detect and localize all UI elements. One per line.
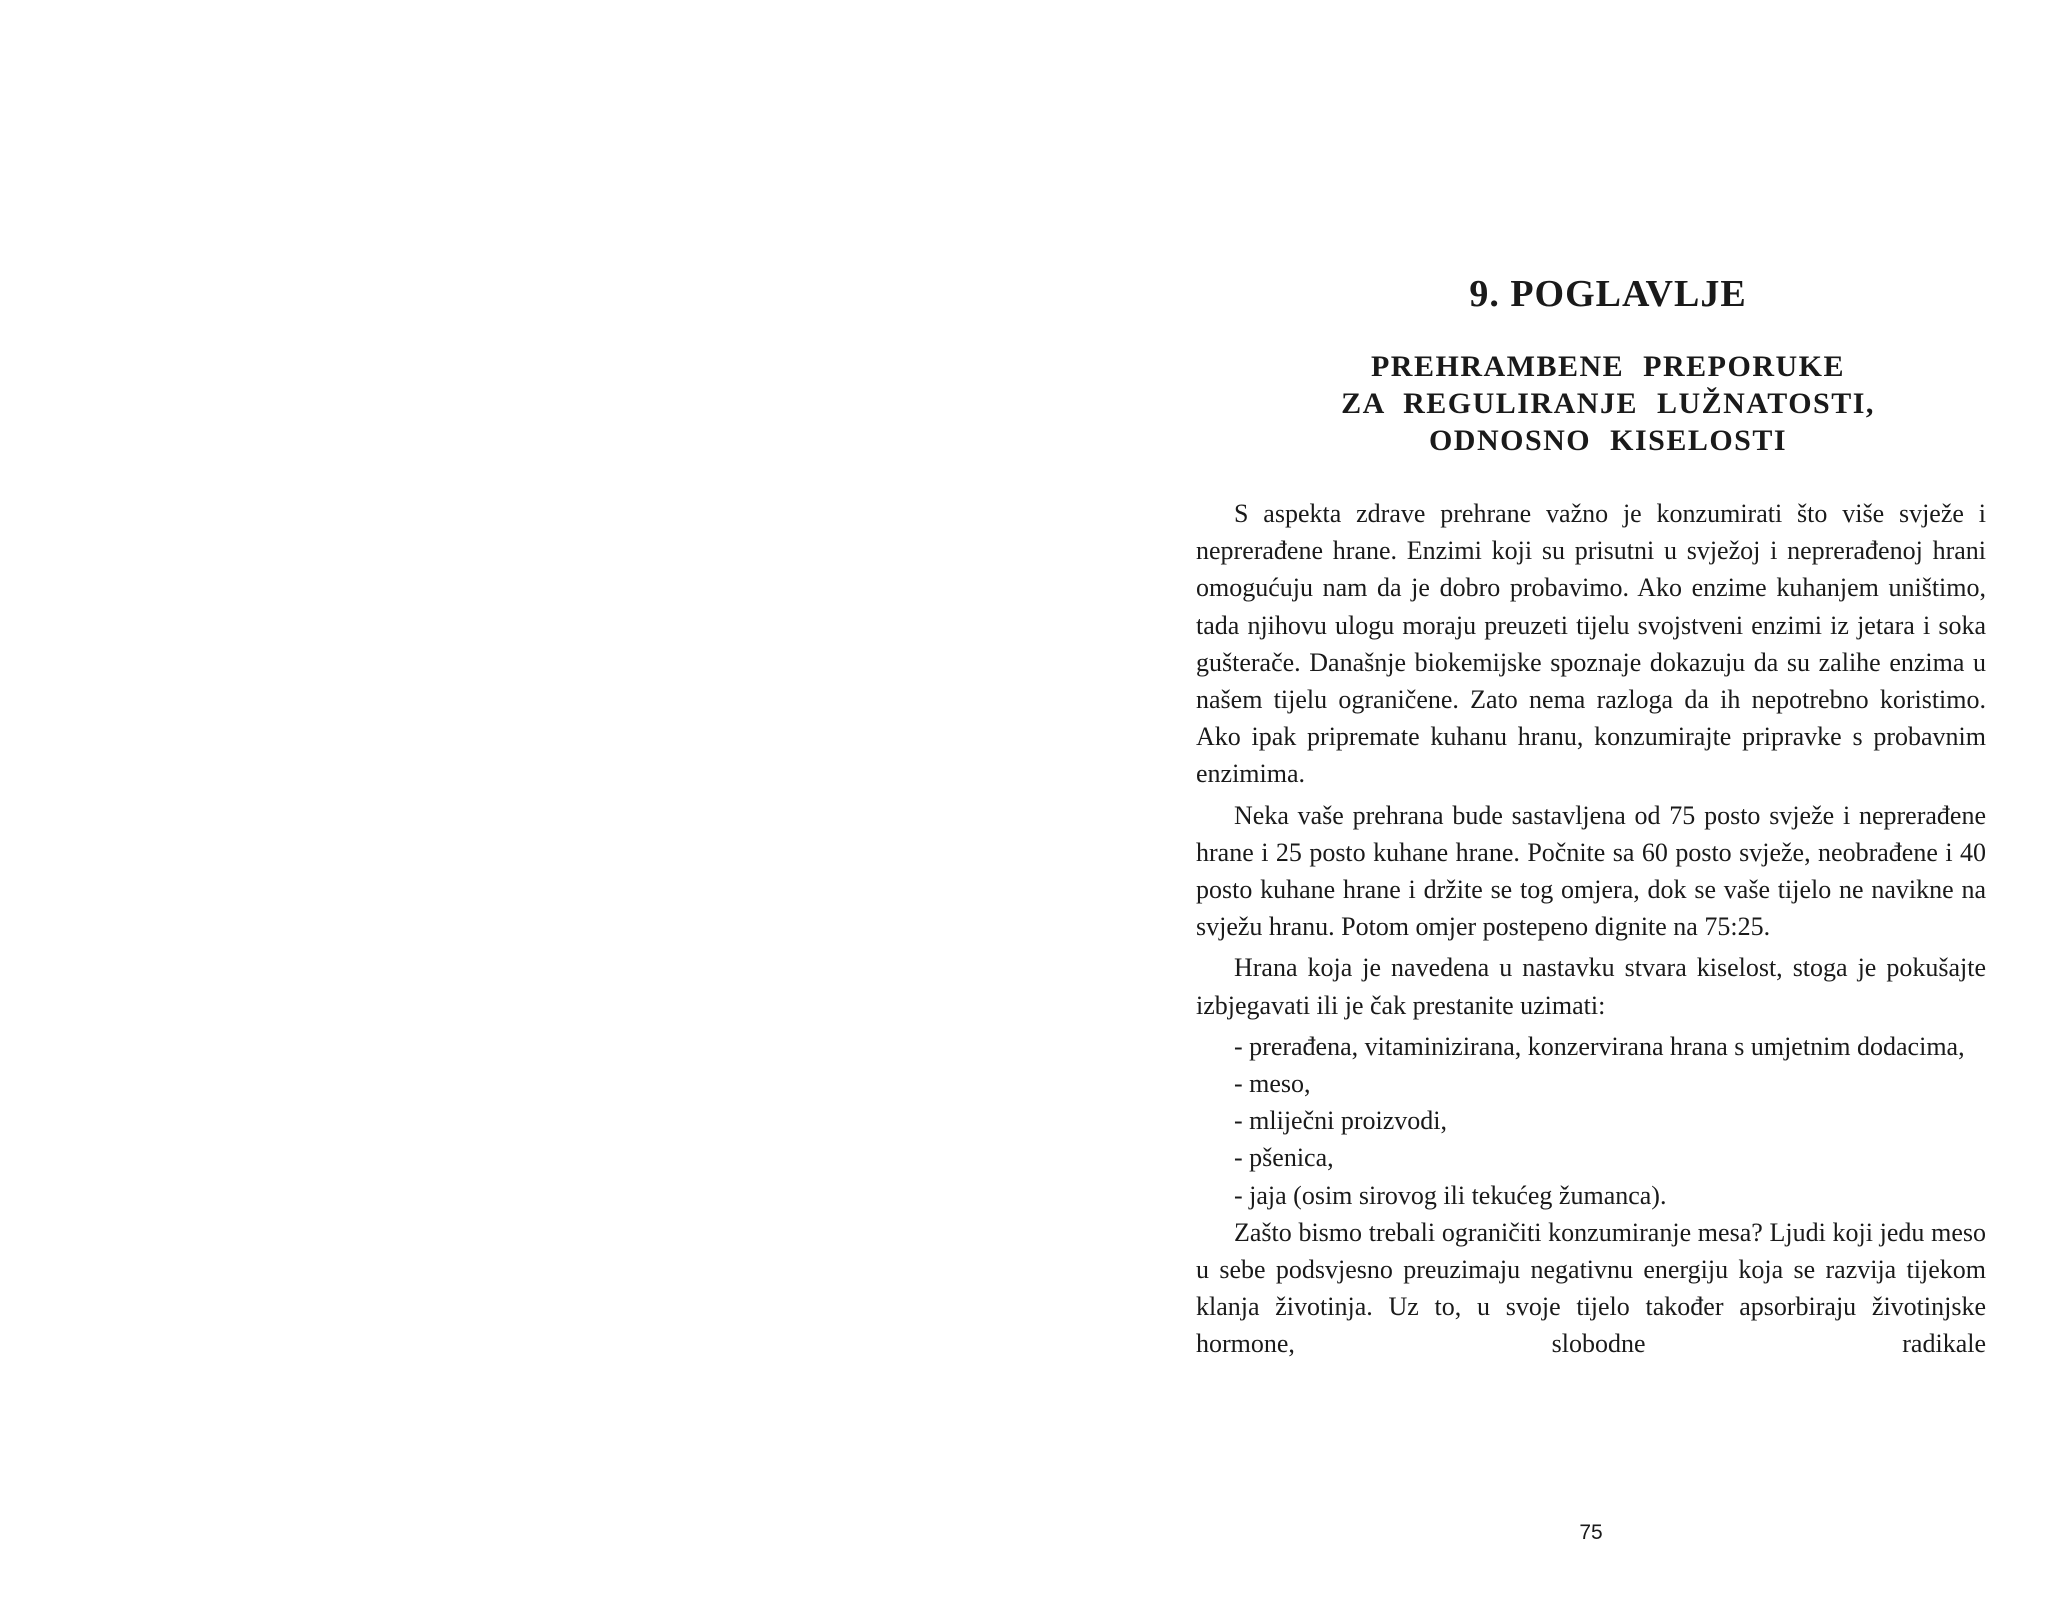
list-item: - pšenica, [1234, 1143, 1334, 1173]
chapter-title: 9. POGLAVLJE [1469, 273, 1747, 315]
list-item: - mliječni proizvodi, [1234, 1106, 1448, 1136]
body-text [1196, 495, 1986, 1367]
closing-paragraph: Zašto bismo trebali ograničiti konzumiranje mesa? Ljudi koji jedu meso u sebe podsvjesno preuzimaju negativnu energiju koja se razvija tijekom klanja životinja. Uz to, u svoje tijelo također apsorbiraju životinjske hormone, slobodne radikale [1196, 1217, 1986, 1359]
paragraph: Hrana koja je navedena u nastavku stvara kiselost, stoga je pokušajte izbjegavati ili je čak prestanite uzimati: [1196, 953, 1986, 1020]
section-title-line: ODNOSNO KISELOSTI [1428, 424, 1788, 457]
section-title [1196, 348, 2020, 459]
acid-food-list [1196, 1028, 1986, 1214]
paragraph: Neka vaše prehrana bude sastavljena od 75 posto svježe i neprerađene hrane i 25 posto kuhane hrane. Počnite sa 60 posto svježe, neobrađene i 40 posto kuhane hrane i držite se tog omjera, dok se vaše tijelo ne navikne na svježu hranu. Potom omjer postepeno dignite na 75:25. [1196, 800, 1986, 942]
section-title-line: ZA REGULIRANJE LUŽNATOSTI, [1341, 387, 1875, 420]
right-page [1196, 0, 1986, 1597]
section-title-line: PREHRAMBENE PREPORUKE [1370, 350, 1845, 383]
list-item: - prerađena, vitaminizirana, konzervirana hrana s umjetnim dodacima, [1234, 1031, 1965, 1061]
paragraph: S aspekta zdrave prehrane važno je konzumirati što više svježe i neprerađene hrane. Enzimi koji su prisutni u svježoj i neprerađenoj hrani omogućuju nam da je dobro probavimo. Ako enzime kuhanjem uništimo, tada njihovu ulogu moraju preuzeti tijelu svojstveni enzimi iz jetara i soka gušterače. Današnje biokemijske spoznaje dokazuju da su zalihe enzima u našem tijelu ograničene. Zato nema razloga da ih nepotrebno koristimo. Ako ipak pripremate kuhanu hranu, konzumirajte pripravke s probavnim enzimima. [1196, 499, 1986, 789]
list-item: - meso, [1234, 1069, 1311, 1099]
list-item: - jaja (osim sirovog ili tekućeg žumanca). [1234, 1180, 1667, 1210]
page-number: 75 [1579, 1521, 1603, 1544]
